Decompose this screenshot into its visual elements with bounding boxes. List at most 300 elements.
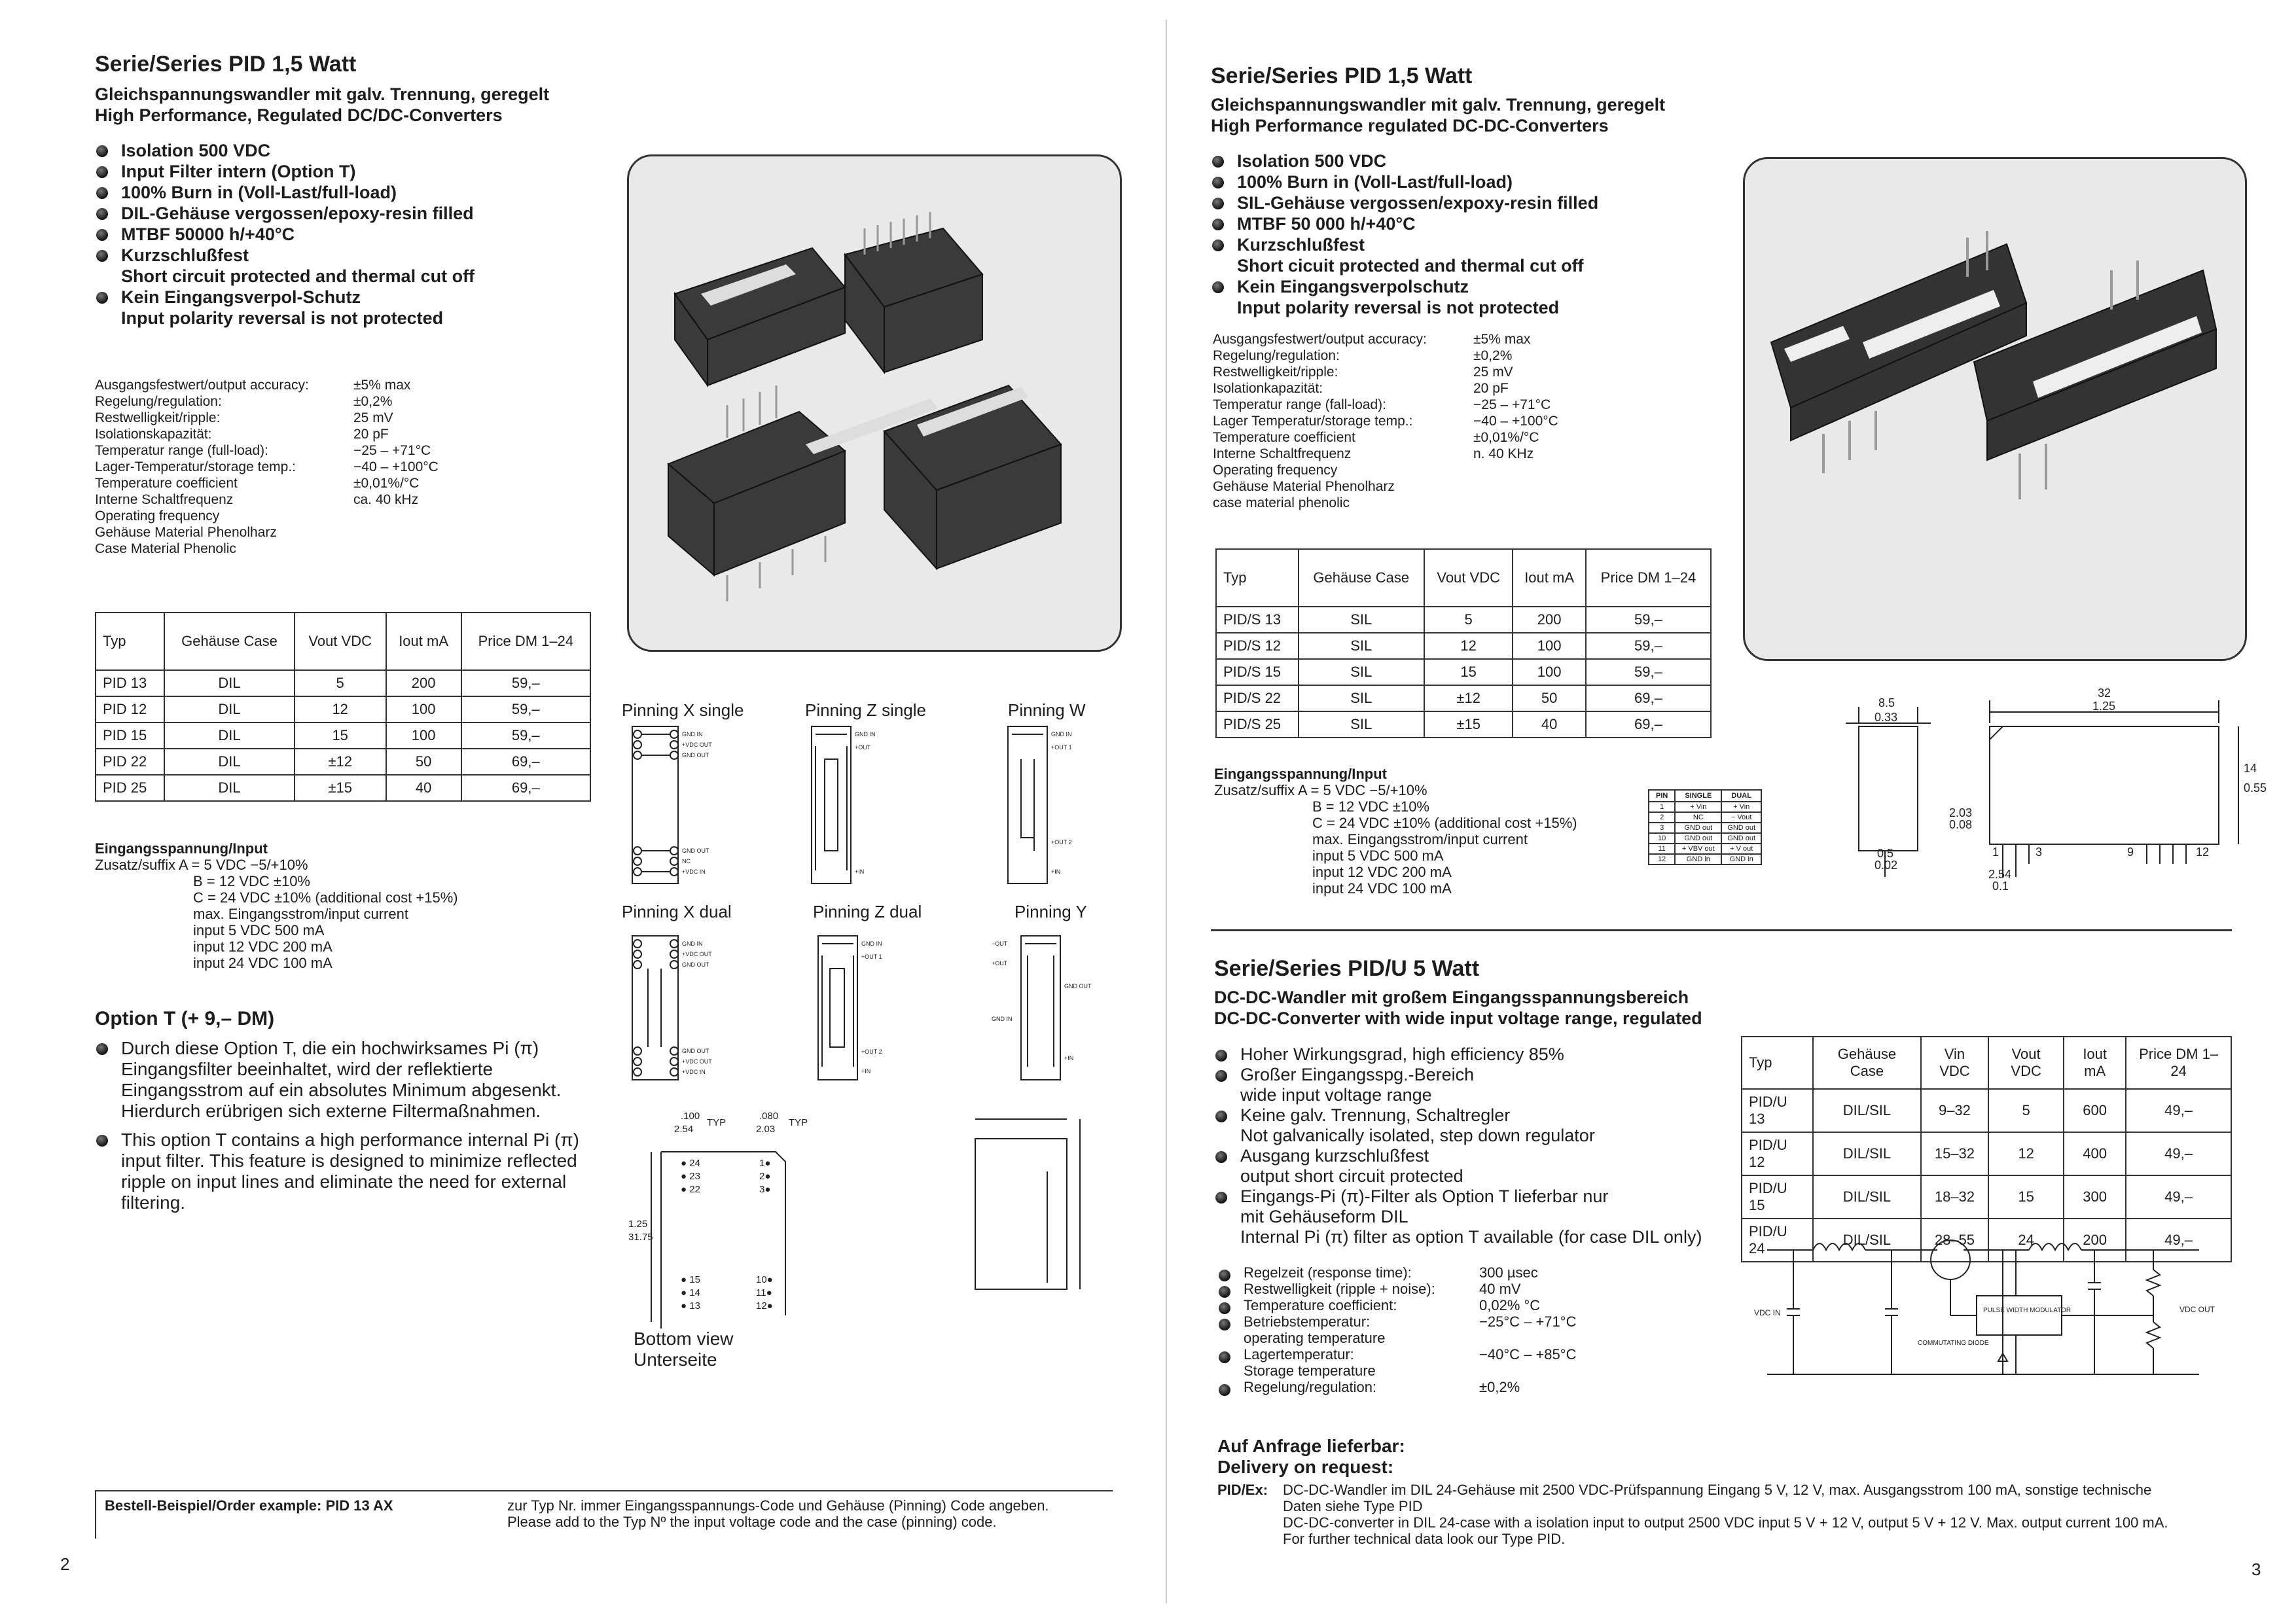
request-line: Daten siehe Type PID (1283, 1498, 1423, 1514)
svg-text:2.54: 2.54 (674, 1124, 694, 1135)
request-title-de: Auf Anfrage lieferbar: (1217, 1436, 1405, 1456)
col-typ: Typ (96, 613, 164, 670)
spec-label: Betriebstemperatur: (1244, 1313, 1371, 1330)
cell: 100 (386, 696, 461, 722)
cell: 59,– (1586, 607, 1711, 633)
cell: + Vin (1721, 802, 1761, 812)
left-product-table (95, 612, 591, 802)
feature-item: mit Gehäuseform DIL (1240, 1207, 1408, 1226)
cell: ±15 (295, 775, 386, 801)
vout-label: VDC OUT (2179, 1305, 2215, 1314)
svg-text:31.75: 31.75 (628, 1232, 653, 1243)
feature-item: Not galvanically isolated, step down regulator (1240, 1126, 1595, 1145)
svg-text:+IN: +IN (861, 1068, 871, 1075)
dim-h: 0.08 (1949, 818, 1973, 831)
svg-text:.100: .100 (681, 1111, 700, 1122)
pu-spec (1217, 1363, 1610, 1379)
cell: PID/U 24 (1742, 1219, 1813, 1262)
request-text (1283, 1482, 2238, 1547)
spec-value: ±5% max (353, 378, 411, 393)
cell: DIL (164, 749, 295, 775)
pin-col: PIN (1649, 790, 1675, 802)
request-title-en: Delivery on request: (1217, 1457, 1394, 1477)
feature-item: MTBF 50000 h/+40°C (95, 224, 605, 245)
svg-text:+IN: +IN (1064, 1055, 1074, 1061)
cell: SIL (1299, 711, 1425, 738)
table-row (1742, 1132, 2231, 1175)
cell: 49,– (2126, 1132, 2231, 1175)
input-line: input 12 VDC 200 mA (193, 938, 332, 955)
cell: DIL (164, 722, 295, 749)
cell: 400 (2064, 1132, 2126, 1175)
pinning-z-single-label: Pinning Z single (805, 700, 926, 720)
spec-label: Isolationkapazität: (1213, 381, 1323, 396)
cell: + V out (1721, 844, 1761, 854)
spec-label: Lager Temperatur/storage temp.: (1213, 414, 1413, 429)
svg-text:GND IN: GND IN (1051, 731, 1072, 738)
spec-value: ca. 40 kHz (353, 492, 419, 507)
feature-item: MTBF 50 000 h/+40°C (1211, 213, 1721, 234)
spec-label: Temperature coefficient (1213, 430, 1355, 445)
cell: 28–55 (1921, 1219, 1988, 1262)
cell: 69,– (1586, 711, 1711, 738)
svg-text:GND IN: GND IN (855, 731, 876, 738)
table-row (96, 670, 590, 696)
spec-value: 300 µsec (1479, 1264, 1538, 1281)
cell: 100 (386, 722, 461, 749)
feature-item: Kurzschlußfest (95, 245, 605, 266)
feature-item: Input polarity reversal is not protected (1237, 298, 1560, 317)
cell: PID/U 13 (1742, 1089, 1813, 1132)
svg-text:+OUT 1: +OUT 1 (861, 954, 882, 960)
spec-label: Interne Schaltfrequenz (1213, 446, 1352, 461)
cell: SIL (1299, 633, 1425, 659)
feature-item: Hoher Wirkungsgrad, high efficiency 85% (1214, 1044, 1738, 1065)
pin-3-label: 3 (2036, 846, 2043, 859)
svg-text:GND IN: GND IN (861, 940, 882, 947)
feature-item: Short cicuit protected and thermal cut off (1237, 256, 1584, 276)
svg-text:.080: .080 (759, 1111, 779, 1122)
input-line: max. Eingangsstrom/input current (193, 906, 408, 922)
request-line: DC-DC-converter in DIL 24-case with a isolation input to output 2500 VDC input 5 V + 12 V, output 5 V + 12 V. Max. output current 100 mA. (1283, 1514, 2168, 1531)
feature-item: Großer Eingangsspg.-Bereich (1214, 1065, 1738, 1085)
spec-label: Temperature coefficient (95, 476, 238, 491)
input-line: input 24 VDC 100 mA (193, 955, 332, 971)
input-line: B = 12 VDC ±10% (1312, 798, 1429, 815)
page-number-right: 3 (2251, 1560, 2261, 1579)
spec-label: Regelung/regulation: (1213, 348, 1340, 363)
dim-c: 32 (2098, 687, 2111, 700)
feature-item: wide input voltage range (1240, 1085, 1432, 1105)
feature-item: Kein Eingangsverpol-Schutz (95, 287, 605, 308)
svg-text:● 23: ● 23 (681, 1171, 700, 1182)
cell: DIL/SIL (1813, 1175, 1921, 1219)
spec-label: Interne Schaltfrequenz (95, 492, 234, 507)
cell: 24 (1988, 1219, 2064, 1262)
dim-j: 0.02 (1874, 859, 1898, 872)
cell: 1 (1649, 802, 1675, 812)
cell: 5 (1424, 607, 1513, 633)
col-vout: Vout VDC (1988, 1037, 2064, 1089)
cell: GND out (1721, 833, 1761, 844)
col-vout: Vout VDC (1424, 549, 1513, 607)
svg-text:12●: 12● (756, 1300, 773, 1311)
spec-label: case material phenolic (1213, 495, 1350, 510)
cell: GND out (1721, 823, 1761, 833)
input-line: C = 24 VDC ±10% (additional cost +15%) (1312, 815, 1577, 831)
input-line: input 5 VDC 500 mA (1312, 847, 1444, 864)
table-row (96, 696, 590, 722)
pinning-x-single-label: Pinning X single (622, 700, 744, 720)
cell: 59,– (1586, 659, 1711, 685)
spec-label: Restwelligkeit/ripple: (1213, 365, 1338, 380)
table-row (96, 775, 590, 801)
col-case: Gehäuse Case (164, 613, 295, 670)
svg-text:● 15: ● 15 (681, 1274, 700, 1285)
cell: GND out (1675, 823, 1721, 833)
feature-item: 100% Burn in (Voll-Last/full-load) (1211, 171, 1721, 192)
option-t-title: Option T (+ 9,– DM) (95, 1008, 275, 1029)
cell: + Vin (1675, 802, 1721, 812)
bottom-view-de: Unterseite (634, 1349, 717, 1370)
right-spec-list (1213, 331, 1605, 511)
spec-label: Lagertemperatur: (1244, 1346, 1354, 1363)
svg-text:TYP: TYP (707, 1117, 726, 1128)
table-row (96, 749, 590, 775)
spec-value: ±0,2% (353, 394, 393, 409)
cell: 10 (1649, 833, 1675, 844)
order-example-text (507, 1497, 1049, 1530)
cell: 18–32 (1921, 1175, 1988, 1219)
circuit-schematic (1741, 1230, 2238, 1400)
pin-12-label: 12 (2196, 846, 2210, 859)
spec-label: Temperatur range (full-load): (95, 443, 268, 458)
svg-text:● 22: ● 22 (681, 1184, 700, 1195)
right-product-table (1215, 548, 1712, 738)
spec-value: 40 mV (1479, 1281, 1521, 1297)
spec-value: −25 – +71°C (353, 443, 431, 458)
col-iout: Iout mA (2064, 1037, 2126, 1089)
product-photo-sil (1743, 157, 2247, 661)
vin-label: VDC IN (1754, 1308, 1781, 1317)
svg-text:GND OUT: GND OUT (1064, 983, 1092, 990)
cell: DIL (164, 775, 295, 801)
svg-text:● 13: ● 13 (681, 1300, 700, 1311)
cell: SIL (1299, 685, 1425, 711)
spec-value: ±0,2% (1479, 1379, 1520, 1395)
spec-label: operating temperature (1244, 1330, 1386, 1346)
right-subtitle-en: High Performance regulated DC-DC-Converters (1211, 116, 1609, 135)
cell: GND in (1721, 854, 1761, 865)
dim-f: 0.55 (2244, 781, 2267, 794)
cell: 12 (1424, 633, 1513, 659)
spec-value: n. 40 KHz (1473, 446, 1534, 461)
page-number-left: 2 (60, 1554, 70, 1574)
input-line: C = 24 VDC ±10% (additional cost +15%) (193, 889, 458, 906)
svg-text:+OUT 1: +OUT 1 (1051, 744, 1072, 751)
cell: PID/S 22 (1216, 685, 1299, 711)
spec-label: Lager-Temperatur/storage temp.: (95, 459, 296, 474)
feature-item: Input Filter intern (Option T) (95, 161, 605, 182)
cell: GND out (1675, 833, 1721, 844)
table-row (1216, 711, 1711, 738)
cell: 40 (386, 775, 461, 801)
cell: 12 (1988, 1132, 2064, 1175)
feature-item: Kurzschlußfest (1211, 234, 1721, 255)
feature-item: SIL-Gehäuse vergossen/expoxy-resin filled (1211, 192, 1721, 213)
spec-value: −40°C – +85°C (1479, 1346, 1577, 1363)
cell: 59,– (461, 696, 590, 722)
cell: 59,– (461, 722, 590, 749)
spec-value: 25 mV (353, 410, 393, 425)
sil-dimension-drawing (1833, 687, 2267, 903)
pin-9-label: 9 (2127, 846, 2134, 859)
cell: PID 25 (96, 775, 164, 801)
cell: 50 (1513, 685, 1586, 711)
pinning-z-dual-label: Pinning Z dual (813, 902, 922, 921)
spec-label: Ausgangsfestwert/output accuracy: (95, 378, 309, 393)
left-subtitle-de: Gleichspannungswandler mit galv. Trennung, geregelt (95, 84, 550, 104)
svg-text:TYP: TYP (789, 1117, 808, 1128)
order-text-en: Please add to the Typ Nº the input voltage code and the case (pinning) code. (507, 1514, 997, 1530)
input-title: Eingangsspannung/Input (95, 840, 268, 857)
cell: 200 (1513, 607, 1586, 633)
dim-e: 14 (2244, 762, 2257, 775)
cell: 12 (1649, 854, 1675, 865)
dim-b: 0.33 (1874, 711, 1898, 724)
right-subtitle-de: Gleichspannungswandler mit galv. Trennung, geregelt (1211, 95, 1666, 115)
svg-text:NC: NC (682, 858, 691, 865)
section-divider (1211, 929, 2232, 931)
spec-value: ±5% max (1473, 332, 1531, 347)
svg-text:GND OUT: GND OUT (682, 847, 709, 854)
cell: 5 (1988, 1089, 2064, 1132)
spec-label: Regelung/regulation: (1244, 1379, 1377, 1395)
col-case: Gehäuse Case (1813, 1037, 1921, 1089)
feature-item: Kein Eingangsverpolschutz (1211, 276, 1721, 297)
pu-spec (1217, 1313, 1610, 1330)
table-row (1216, 659, 1711, 685)
product-photo-dil (627, 154, 1122, 652)
pinning-x-dual-label: Pinning X dual (622, 902, 732, 921)
pu-spec (1217, 1297, 1610, 1313)
feature-item: output short circuit protected (1240, 1166, 1463, 1186)
table-row (96, 722, 590, 749)
spec-value: −25°C – +71°C (1479, 1313, 1577, 1330)
col-vin: Vin VDC (1921, 1037, 1988, 1089)
cell: 12 (295, 696, 386, 722)
svg-text:GND OUT: GND OUT (682, 961, 709, 968)
feature-item: Isolation 500 VDC (1211, 151, 1721, 171)
table-row (1216, 685, 1711, 711)
spec-label: Regelung/regulation: (95, 394, 222, 409)
col-typ: Typ (1216, 549, 1299, 607)
cell: SIL (1299, 659, 1425, 685)
col-vout: Vout VDC (295, 613, 386, 670)
input-line: max. Eingangsstrom/input current (1312, 831, 1528, 847)
cell: 69,– (1586, 685, 1711, 711)
pinning-w-label: Pinning W (1008, 700, 1086, 720)
spec-label: Temperature coefficient: (1244, 1297, 1397, 1313)
spec-value: −25 – +71°C (1473, 397, 1551, 412)
svg-text:−OUT: −OUT (992, 940, 1008, 947)
svg-text:+VDC OUT: +VDC OUT (682, 951, 712, 957)
cell: PID 22 (96, 749, 164, 775)
left-feature-list (95, 140, 605, 329)
input-line: Zusatz/suffix A = 5 VDC −5/+10% (95, 857, 308, 873)
pinning-y-label: Pinning Y (1014, 902, 1087, 921)
feature-item: Isolation 500 VDC (95, 140, 605, 161)
spec-label: Ausgangsfestwert/output accuracy: (1213, 332, 1427, 347)
cell: 40 (1513, 711, 1586, 738)
cell: 2 (1649, 812, 1675, 823)
cell: PID 13 (96, 670, 164, 696)
request-line: For further technical data look our Type PID. (1283, 1531, 1566, 1547)
cell: 5 (295, 670, 386, 696)
option-item: This option T contains a high performance internal Pi (π) input filter. This feature is designed to minimize reflected ripple on input lines and eliminate the need for external filtering. (95, 1130, 605, 1213)
svg-text:GND OUT: GND OUT (682, 1048, 709, 1054)
pu-spec (1217, 1281, 1610, 1297)
dim-a: 8.5 (1878, 696, 1895, 709)
cell: 69,– (461, 775, 590, 801)
svg-text:+OUT 2: +OUT 2 (861, 1048, 882, 1055)
spec-value: 25 mV (1473, 365, 1513, 380)
col-typ: Typ (1742, 1037, 1813, 1089)
bottom-view-en: Bottom view (634, 1329, 734, 1349)
cell: PID 12 (96, 696, 164, 722)
sil-modules-image (1745, 159, 2245, 659)
input-line: input 24 VDC 100 mA (1312, 880, 1452, 897)
spec-value: 20 pF (353, 427, 389, 442)
diode-label: COMMUTATING DIODE (1918, 1340, 1989, 1347)
dim-i: 0.5 (1877, 847, 1894, 860)
cell: PID/U 12 (1742, 1132, 1813, 1175)
cell: PID/U 15 (1742, 1175, 1813, 1219)
cell: ±15 (1424, 711, 1513, 738)
pu-spec (1217, 1346, 1610, 1363)
spec-label: Operating frequency (95, 508, 220, 524)
spec-label: Case Material Phenolic (95, 541, 236, 556)
spec-label: Restwelligkeit (ripple + noise): (1244, 1281, 1435, 1297)
pwm-label: PULSE WIDTH MODULATOR (1983, 1307, 2072, 1314)
cell: 11 (1649, 844, 1675, 854)
cell: PID/S 12 (1216, 633, 1299, 659)
spec-value: 20 pF (1473, 381, 1509, 396)
bottom-view-drawing (622, 1106, 1132, 1329)
right-feature-list (1211, 151, 1721, 318)
cell: 100 (1513, 659, 1586, 685)
col-iout: Iout mA (386, 613, 461, 670)
dim-l: 0.1 (1992, 880, 2009, 893)
svg-text:2●: 2● (759, 1171, 771, 1182)
svg-text:1●: 1● (759, 1158, 771, 1169)
table-row (1216, 607, 1711, 633)
cell: 59,– (461, 670, 590, 696)
request-line: DC-DC-Wandler im DIL 24-Gehäuse mit 2500 VDC-Prüfspannung Eingang 5 V, 12 V, max. Ausgangsstrom 100 mA, sonstige technische (1283, 1482, 2152, 1498)
pinning-diagrams (622, 720, 1132, 1086)
svg-text:10●: 10● (756, 1274, 773, 1285)
svg-text:+IN: +IN (1051, 868, 1061, 875)
table-row (1742, 1089, 2231, 1132)
left-title: Serie/Series PID 1,5 Watt (95, 52, 357, 77)
input-title: Eingangsspannung/Input (1214, 766, 1387, 782)
svg-text:+VDC IN: +VDC IN (682, 868, 706, 875)
option-item: Durch diese Option T, die ein hochwirksames Pi (π) Eingangsfilter beeinhaltet, wird der reflektierte Eingangsstrom auf ein absolutes Minimum abgesenkt. Hierdurch erübrigen sich externe Filtermaßnahmen. (95, 1038, 605, 1122)
spec-value: 0,02% °C (1479, 1297, 1541, 1313)
dual-col: DUAL (1721, 790, 1761, 802)
feature-item: Short circuit protected and thermal cut off (121, 266, 475, 286)
right-title: Serie/Series PID 1,5 Watt (1211, 63, 1473, 88)
cell: PID/S 15 (1216, 659, 1299, 685)
cell: NC (1675, 812, 1721, 823)
svg-text:3●: 3● (759, 1184, 771, 1195)
cell: 15 (295, 722, 386, 749)
cell: 200 (386, 670, 461, 696)
page-fold (1166, 20, 1167, 1603)
svg-text:2.03: 2.03 (756, 1124, 776, 1135)
spec-label: Gehäuse Material Phenolharz (1213, 479, 1395, 494)
spec-value: −40 – +100°C (1473, 414, 1558, 429)
svg-text:● 24: ● 24 (681, 1158, 700, 1169)
cell: 15–32 (1921, 1132, 1988, 1175)
cell: SIL (1299, 607, 1425, 633)
single-col: SINGLE (1675, 790, 1721, 802)
cell: DIL/SIL (1813, 1132, 1921, 1175)
cell: 15 (1988, 1175, 2064, 1219)
feature-item: Internal Pi (π) filter as option T available (for case DIL only) (1240, 1227, 1702, 1247)
svg-text:+VDC IN: +VDC IN (682, 1069, 706, 1075)
spec-label: Regelzeit (response time): (1244, 1264, 1412, 1281)
col-case: Gehäuse Case (1299, 549, 1425, 607)
dim-d: 1.25 (2092, 700, 2116, 713)
dil-modules-image (629, 156, 1120, 650)
input-line: Zusatz/suffix A = 5 VDC −5/+10% (1214, 782, 1427, 798)
cell: PID/S 13 (1216, 607, 1299, 633)
col-price: Price DM 1–24 (461, 613, 590, 670)
cell: 59,– (1586, 633, 1711, 659)
order-text-de: zur Typ Nr. immer Eingangsspannungs-Code und Gehäuse (Pinning) Code angeben. (507, 1497, 1049, 1514)
svg-text:GND OUT: GND OUT (682, 752, 709, 758)
left-input-section (95, 840, 458, 971)
svg-text:GND IN: GND IN (682, 731, 703, 738)
pu-product-table (1741, 1036, 2232, 1262)
cell: − Vout (1721, 812, 1761, 823)
svg-text:GND IN: GND IN (682, 940, 703, 947)
svg-text:+OUT: +OUT (855, 744, 871, 751)
col-iout: Iout mA (1513, 549, 1586, 607)
pu-spec (1217, 1379, 1610, 1395)
spec-label: Gehäuse Material Phenolharz (95, 525, 277, 540)
pin-1-label: 1 (1992, 846, 2000, 859)
col-price: Price DM 1–24 (2126, 1037, 2231, 1089)
svg-text:GND IN: GND IN (992, 1016, 1013, 1022)
col-price: Price DM 1–24 (1586, 549, 1711, 607)
spec-value: ±0,2% (1473, 348, 1513, 363)
cell: ±12 (295, 749, 386, 775)
cell: 600 (2064, 1089, 2126, 1132)
right-input-section (1214, 766, 1577, 897)
spec-value: ±0,01%/°C (1473, 430, 1539, 445)
cell: DIL/SIL (1813, 1219, 1921, 1262)
cell: ±12 (1424, 685, 1513, 711)
feature-item: Keine galv. Trennung, Schaltregler (1214, 1105, 1738, 1126)
cell: 9–32 (1921, 1089, 1988, 1132)
cell: 49,– (2126, 1089, 2231, 1132)
feature-item: DIL-Gehäuse vergossen/epoxy-resin filled (95, 203, 605, 224)
svg-text:+VDC OUT: +VDC OUT (682, 1058, 712, 1065)
cell: DIL (164, 696, 295, 722)
feature-item: 100% Burn in (Voll-Last/full-load) (95, 182, 605, 203)
